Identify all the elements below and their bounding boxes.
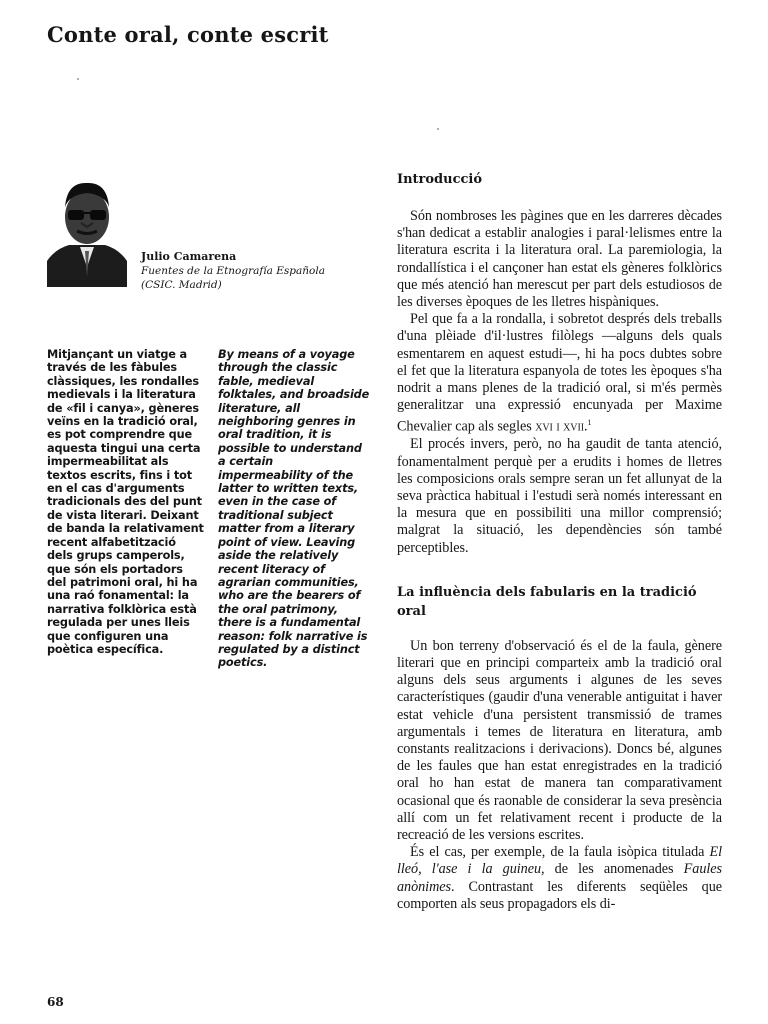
paragraph-text: , de les anomenades (541, 861, 684, 878)
author-affiliation-line1: Fuentes de la Etnografía Española (141, 265, 325, 277)
body-paragraph: Un bon terreny d'observació és el de la faula, gènere literari que en principi comparteix amb la tradició oral alguns dels seus arguments i algunes de les seves característiques (gaudir d'una venerable antiguitat i haver estat vehicle d'una persistent transmissió de trames argumentals i temes de literatura en literatura, amb constants realitzacions i derivacions). Doncs bé, algunes de les faules que han estat enregistrades en la tradició oral ho han estat de manera tan comparativament ocasional que és raonable de considerar la seva presència allí com un fet relativament recent i producte de la recreació de les versions escrites. (397, 637, 722, 844)
section-heading-introduccio: Introducció (397, 172, 483, 187)
section-heading-fabularis: La influència dels fabularis en la tradició oral (397, 584, 697, 619)
author-affiliation-line2: (CSIC. Madrid) (141, 279, 222, 291)
scan-speck (437, 128, 439, 130)
body-paragraph: El procés invers, però, no ha gaudit de tanta atenció, fonamentalment perquè per a erudits i homes de lletres les composicions orals sempre seran un fet allunyat de la seva pràctica habitual i l'estudi serà només interessant en la mesura que en possibiliti una millor comprensió; malgrat la situació, les dependències són també perceptibles. (397, 436, 722, 556)
body-paragraph: Són nombroses les pàgines que en les darreres dècades s'han dedicat a establir analogies i paral·lelismes entre la literatura escrita i la literatura oral. La paremiologia, la rondallística i el cançoner han estat els gèneres folklòrics que més atenció han merescut per part dels estudiosos de les diverses èpoques de les lletres hispàniques. (397, 208, 722, 311)
paragraph-text: Pel que fa a la rondalla, i sobretot després dels treballs d'una plèiade d'il·lustres filòlegs —alguns dels quals esmentarem en aquest estudi—, hi ha pocs dubtes sobre el fet que la literatura espanyola de totes les èpoques s'ha nodrit a mans plenes de la tradició oral, si m'és permès generalitzar una expressió encunyada per Maxime Chevalier cap als segles (397, 311, 722, 436)
author-block (141, 250, 351, 292)
author-photo (47, 177, 127, 287)
body-text-column (397, 170, 722, 913)
fable-title: El lleó, l'ase i la guineu (397, 844, 722, 878)
scan-speck (77, 78, 79, 80)
abstract-catalan: Mitjançant un viatge a través de les fàbules clàssiques, les rondalles medievals i la literatura de «fil i canya», gèneres veïns en la tradició oral, es pot comprendre que aquesta tingui una certa impermeabilitat als textos escrits, fins i tot en el cas d'arguments tradicionals des del punt de vista literari. Deixant de banda la relativament recent alfabetització dels grups camperols, que són els portadors del patrimoni oral, hi ha una raó fonamental: la narrativa folklòrica està regulada per unes lleis que configuren una poètica específica. (47, 348, 204, 656)
page-number: 68 (47, 995, 64, 1009)
paragraph-smallcaps: xvi i xvii (535, 419, 585, 436)
paragraph-text: És el cas, per exemple, de la faula isòpica titulada (410, 844, 710, 861)
paragraph-text-end: . (584, 419, 588, 436)
abstract-english: By means of a voyage through the classic fable, medieval folktales, and broadside literature, all neighboring genres in oral tradition, it is possible to understand a certain impermeability of the latter to written texts, even in the case of traditional subject matter from a literary point of view. Leaving aside the relatively recent literacy of agrarian communities, who are the bearers of the oral patrimony, there is a fundamental reason: folk narrative is regulated by a distinct poetics. (218, 348, 370, 670)
body-paragraph (397, 844, 722, 913)
article-title: Conte oral, conte escrit (47, 22, 329, 47)
paragraph-text-end: . Contrastant les diferents seqüèles que comporten als seus propagadors els di- (397, 878, 722, 912)
author-name: Julio Camarena (141, 250, 237, 263)
collection-title: Faules anònimes (397, 861, 722, 895)
body-paragraph (397, 311, 722, 436)
footnote-marker: 1 (587, 418, 592, 428)
